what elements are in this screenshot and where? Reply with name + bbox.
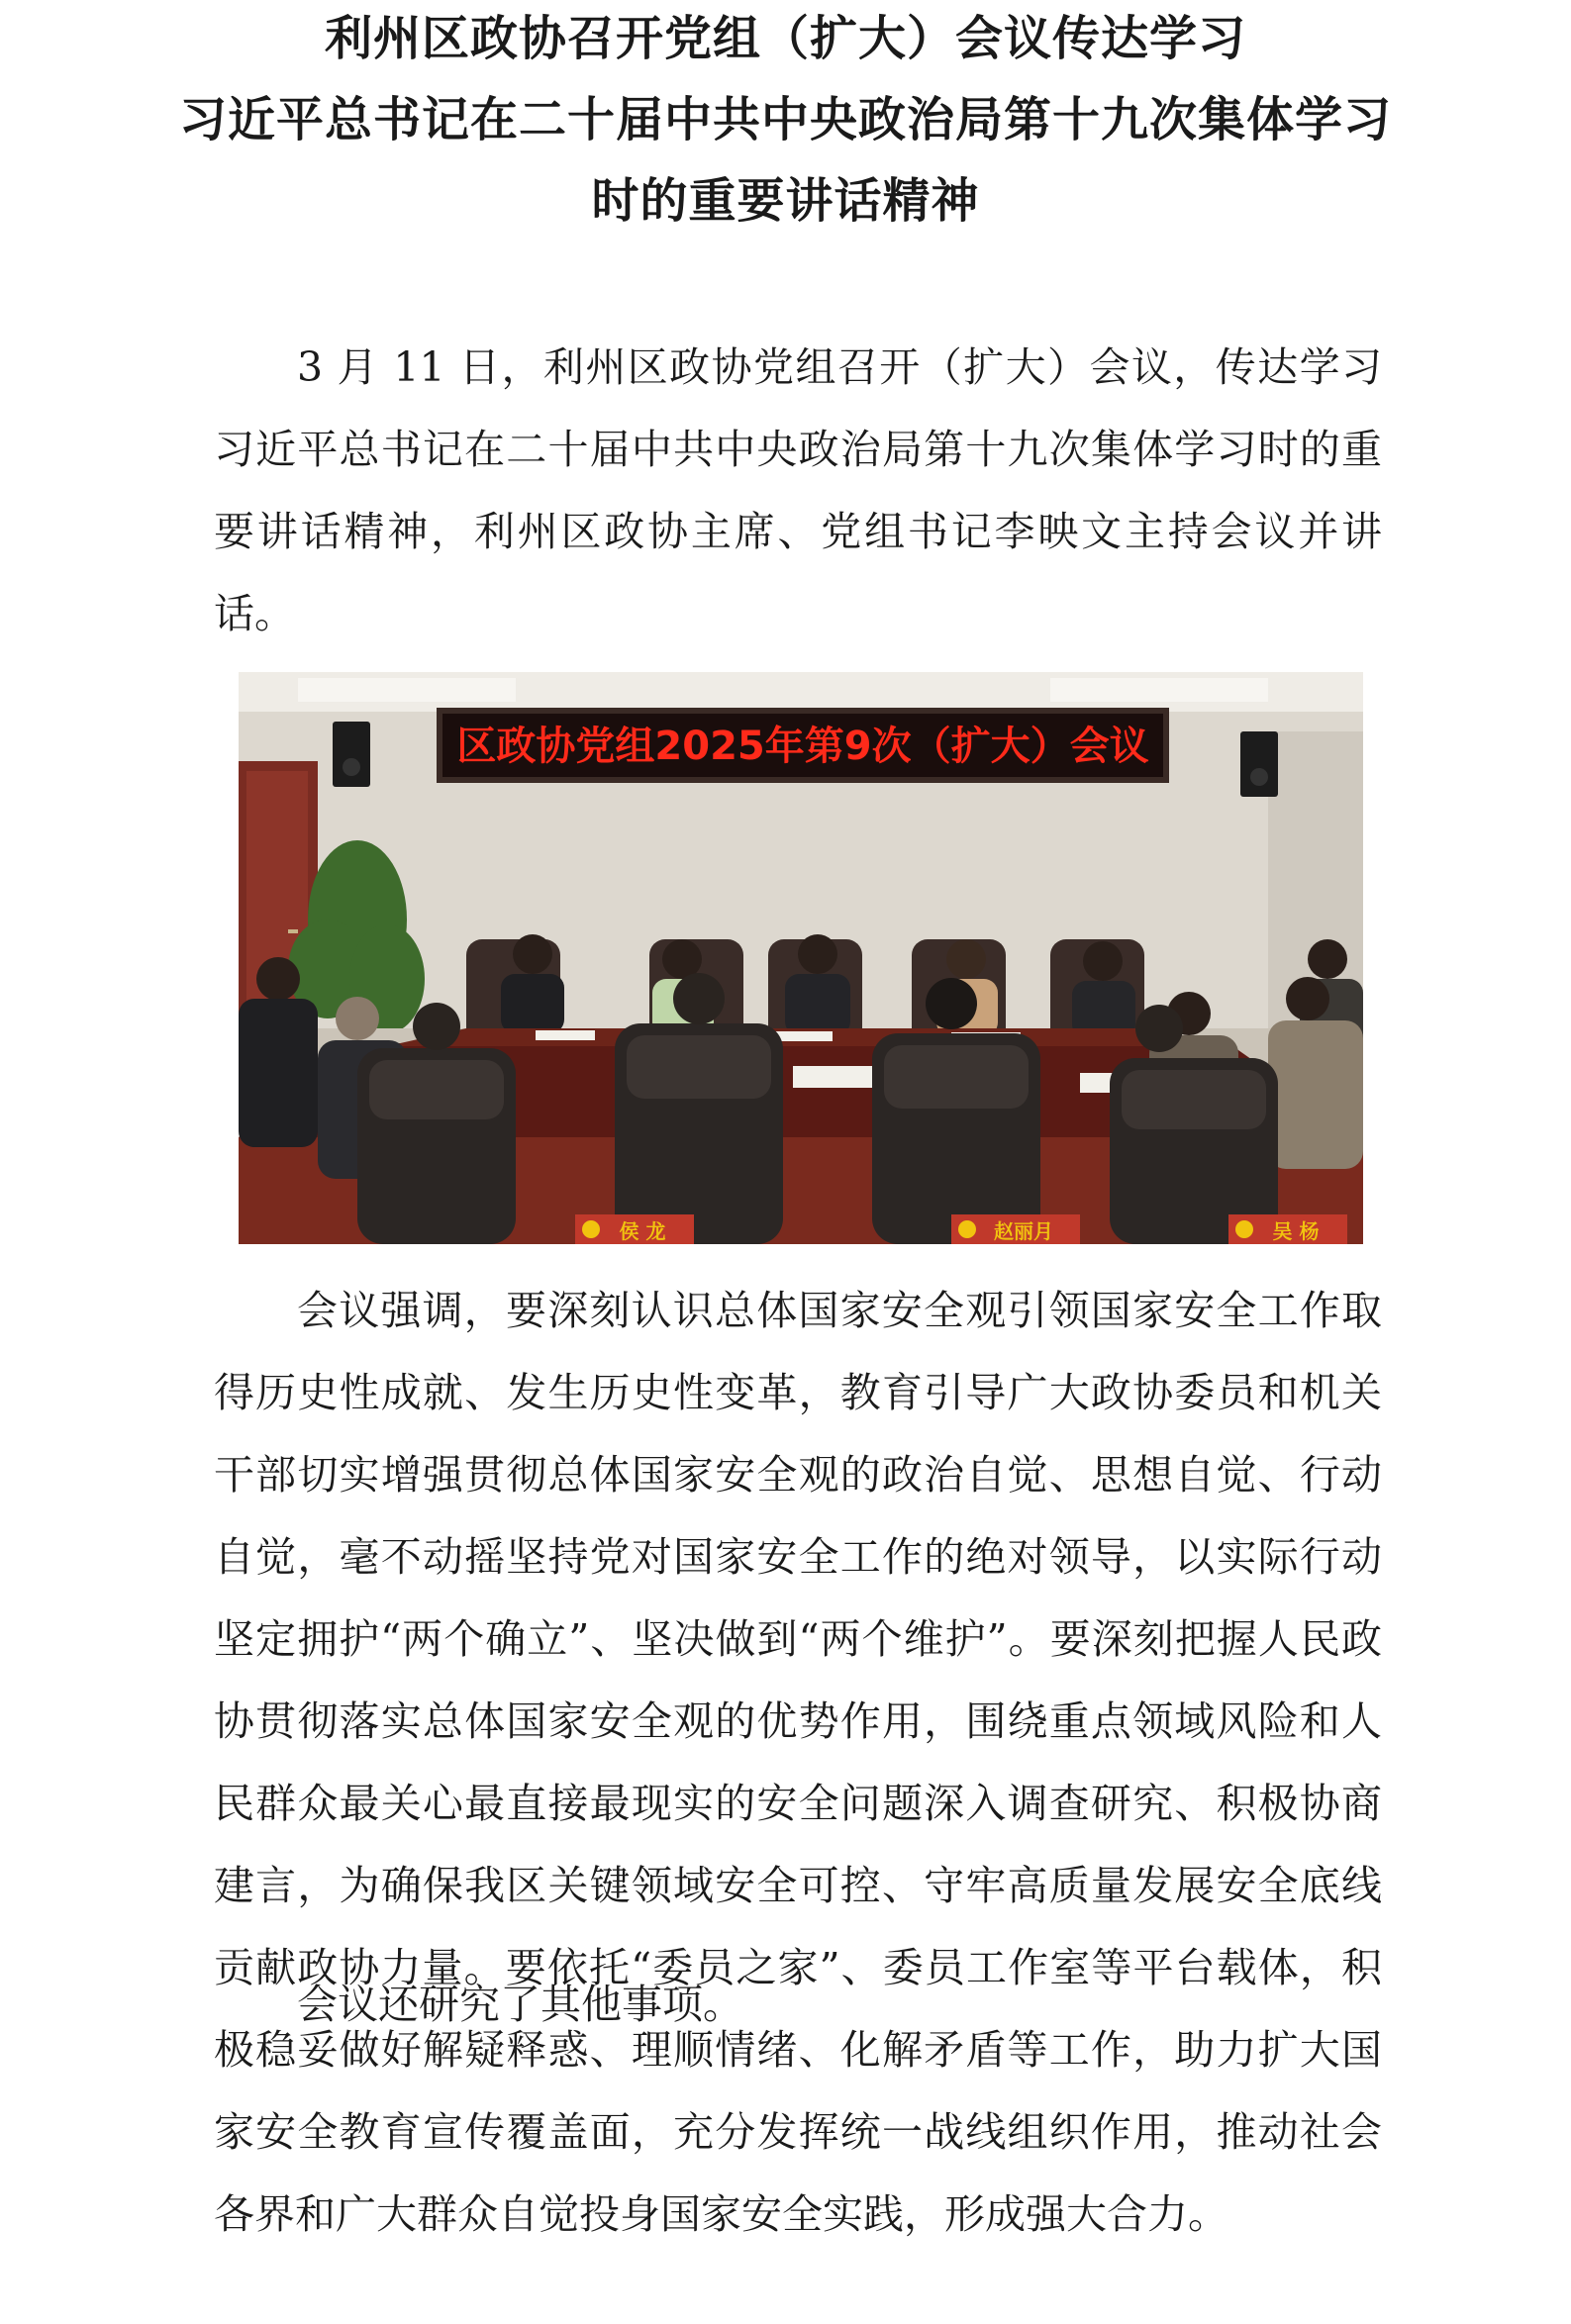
title-line-2: 习近平总书记在二十届中共中央政治局第十九次集体学习 bbox=[178, 92, 1392, 147]
paragraph-intro: 3 月 11 日，利州区政协党组召开（扩大）会议，传达学习习近平总书记在二十届中共中央政治局第十九次集体学习时的重要讲话精神，利州区政协主席、党组书记李映文主持会议并讲话。 bbox=[214, 343, 1382, 637]
meeting-photo bbox=[239, 672, 1363, 1244]
title-line-3: 时的重要讲话精神 bbox=[591, 173, 980, 229]
paragraph-closing: 会议还研究了其他事项。 bbox=[297, 1981, 743, 2028]
led-banner-text: 区政协党组2025年第9次（扩大）会议 bbox=[456, 724, 1149, 769]
nameplate-1: 侯 龙 bbox=[619, 1219, 666, 1243]
nameplate-3: 吴 杨 bbox=[1272, 1219, 1320, 1243]
article-title bbox=[0, 0, 1571, 242]
title-line-1: 利州区政协召开党组（扩大）会议传达学习 bbox=[324, 11, 1246, 66]
paragraph-main: 会议强调，要深刻认识总体国家安全观引领国家安全工作取得历史性成就、发生历史性变革，教育引导广大政协委员和机关干部切实增强贯彻总体国家安全观的政治自觉、思想自觉、行动自觉，毫不动摇坚持党对国家安全工作的绝对领导，以实际行动坚定拥护“两个确立”、坚决做到“两个维护”。要深刻把握人民政协贯彻落实总体国家安全观的优势作用，围绕重点领域风险和人民群众最关心最直接最现实的安全问题深入调查研究、积极协商建言，为确保我区关键领域安全可控、守牢高质量发展安全底线贡献政协力量。要依托“委员之家”、委员工作室等平台载体，积极稳妥做好解疑释惑、理顺情绪、化解矛盾等工作，助力扩大国家安全教育宣传覆盖面，充分发挥统一战线组织作用，推动社会各界和广大群众自觉投身国家安全实践，形成强大合力。 bbox=[214, 1287, 1382, 2238]
nameplate-2: 赵丽月 bbox=[994, 1219, 1053, 1243]
